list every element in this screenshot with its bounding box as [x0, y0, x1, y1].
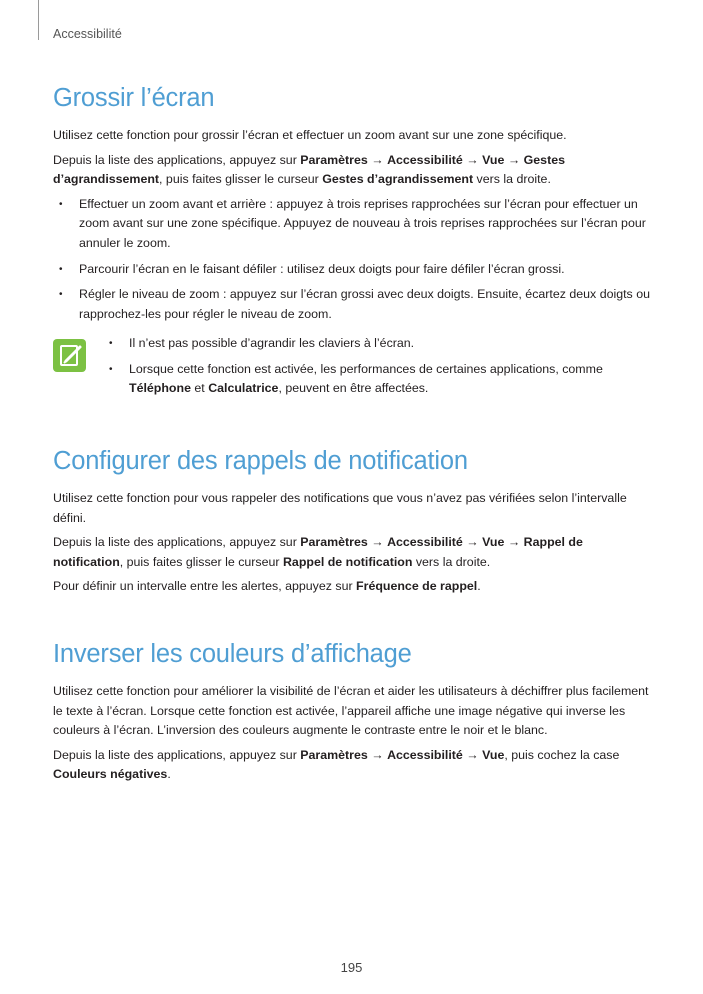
paragraph: Utilisez cette fonction pour grossir l’écran et effectuer un zoom avant sur une zone spécifique. [53, 128, 567, 142]
note-list [103, 334, 653, 405]
section-body-invert-colors [53, 682, 653, 790]
list-item: • Parcourir l’écran en le faisant défiler : utilisez deux doigts pour faire défiler l’écran grossi. [53, 260, 653, 280]
list-item: • Régler le niveau de zoom : appuyez sur l’écran grossi avec deux doigts. Ensuite, écartez deux doigts ou rapprochez-les pour régler le niveau de zoom. [53, 285, 653, 324]
section-body-notification-reminder [53, 489, 653, 602]
paragraph: Depuis la liste des applications, appuyez sur Paramètres → Accessibilité → Vue, puis cochez la case Couleurs négatives. [53, 747, 620, 782]
paragraph: Utilisez cette fonction pour vous rappeler des notifications que vous n’avez pas vérifiées selon l’intervalle défini. [53, 491, 627, 525]
list-item: • Effectuer un zoom avant et arrière : appuyez à trois reprises rapprochées sur l’écran pour effectuer un zoom avant sur une zone spécifique. Appuyez de nouveau à trois reprises rapprochées sur l’écran pour annuler le zoom. [53, 195, 653, 254]
section-title-notification-reminder: Configurer des rappels de notification [53, 447, 468, 475]
paragraph: Utilisez cette fonction pour améliorer la visibilité de l’écran et aider les utilisateurs à déchiffrer plus facilement le texte à l’écran. Lorsque cette fonction est activée, l’appareil affiche une image négative qui inverse les couleurs à l’écran. L’inversion des couleurs augmente le contraste entre le noir et le blanc. [53, 684, 649, 738]
paragraph: Depuis la liste des applications, appuyez sur Paramètres → Accessibilité → Vue → Gestes d’agrandissement, puis faites glisser le curseur Gestes d’agrandissement vers la droite. [53, 152, 565, 187]
paragraph: Depuis la liste des applications, appuyez sur Paramètres → Accessibilité → Vue → Rappel de notification, puis faites glisser le curseur Rappel de notification vers la droite. [53, 535, 583, 569]
section-title-invert-colors: Inverser les couleurs d’affichage [53, 640, 412, 668]
page-number: 195 [340, 960, 363, 975]
header-rule [38, 0, 39, 40]
paragraph: Pour définir un intervalle entre les alertes, appuyez sur Fréquence de rappel. [53, 579, 481, 594]
note-item: • Lorsque cette fonction est activée, les performances de certaines applications, comme Téléphone et Calculatrice, peuvent en être affectées. [103, 360, 653, 399]
section-body-magnify [53, 126, 653, 330]
bullet-list [53, 195, 653, 325]
note-pencil-icon [53, 339, 86, 372]
note-item: • Il n’est pas possible d’agrandir les claviers à l’écran. [103, 334, 653, 354]
section-header: Accessibilité [53, 27, 122, 41]
section-title-magnify: Grossir l’écran [53, 84, 215, 112]
